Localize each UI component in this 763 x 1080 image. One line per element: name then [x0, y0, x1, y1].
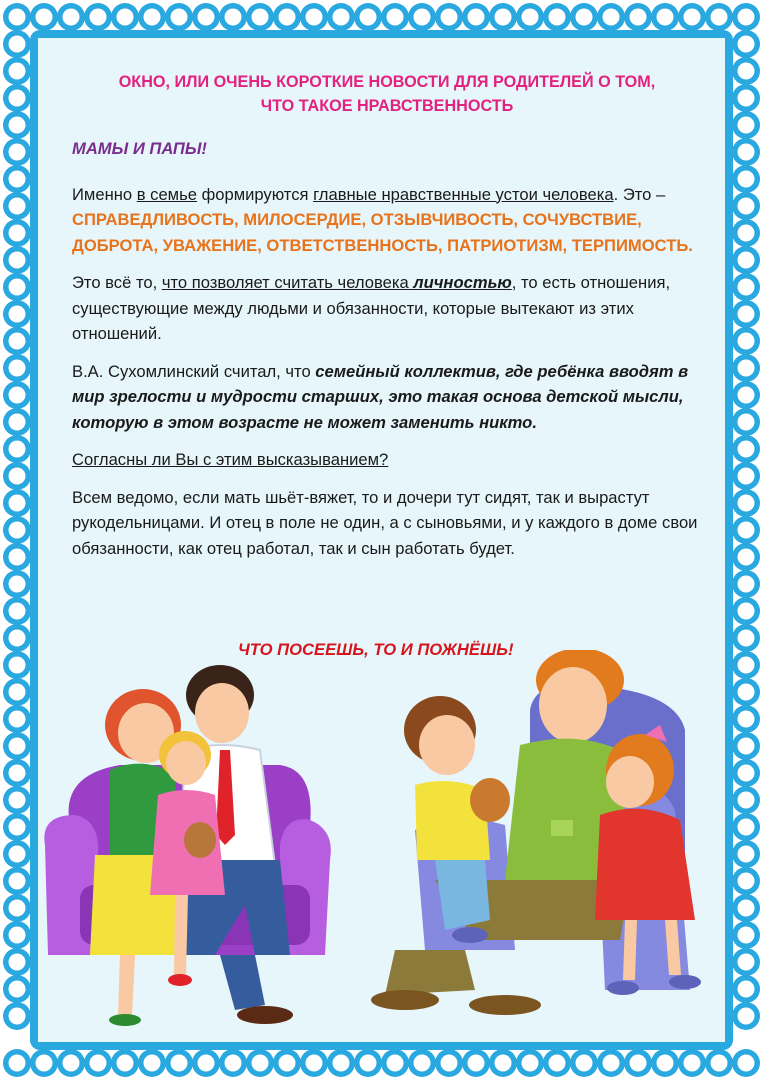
gift-box-icon [551, 820, 573, 836]
greeting: МАМЫ И ПАПЫ! [72, 139, 207, 158]
teddy-bear-icon [184, 822, 216, 858]
paragraph-values [72, 182, 702, 259]
mother-leg [118, 955, 135, 1015]
text: , то есть отношения, существующие между людьми и обязанности, которые вытекают из этих отношений. [72, 273, 671, 343]
text: формируются [196, 184, 314, 204]
daughter-dress [595, 809, 695, 920]
underlined-text: главные нравственные устои человека [313, 184, 614, 204]
underlined-text: что позволяет считать человека [161, 273, 414, 292]
father-leg [220, 955, 265, 1010]
girl-face [166, 741, 206, 785]
daughter-shoe-left [607, 981, 639, 995]
values-list: СПРАВЕДЛИВОСТЬ, МИЛОСЕРДИЕ, ОТЗЫВЧИВОСТЬ, СОЧУВСТВИЕ, ДОБРОТА, УВАЖЕНИЕ, ОТВЕТСТВЕННОСТЬ, ПАТРИОТИЗМ, ТЕРПИМОСТЬ. [72, 210, 693, 255]
emphasis-text: личностью [413, 273, 512, 292]
daughter-face [606, 756, 654, 808]
text: В.А. Сухомлинский считал, что [72, 361, 316, 381]
dad-shoe-left [371, 990, 439, 1010]
page-title [72, 70, 702, 118]
text: . Это – [613, 184, 666, 204]
dad-shoe-right [469, 995, 541, 1015]
paragraph-proverb: Всем ведомо, если мать шьёт-вяжет, то и дочери тут сидят, так и вырастут рукодельницами. И отец в поле не один, а с сыновьями, и у каждого в доме свои обязанности, как отец работал, так и сын работать будет. [72, 487, 698, 558]
family-on-sofa-illustration [40, 655, 340, 1035]
paragraph-personality [72, 270, 702, 347]
father-with-children-illustration [355, 650, 715, 1035]
boy-face [419, 715, 475, 775]
title-line-2: ЧТО ТАКОЕ НРАВСТВЕННОСТЬ [260, 97, 514, 115]
text: Это всё то, [72, 273, 162, 292]
paragraph-quote [72, 359, 702, 436]
question: Согласны ли Вы с этим высказыванием? [72, 450, 389, 469]
text: Именно [72, 184, 137, 204]
motto: ЧТО ПОСЕЕШЬ, ТО И ПОЖНЁШЬ! [238, 640, 514, 659]
article [72, 70, 702, 573]
underlined-text: в семье [136, 184, 197, 204]
dad-leg [385, 950, 475, 995]
toy-monkey-icon [470, 778, 510, 822]
daughter-leg-left [623, 920, 637, 980]
quote-text: семейный коллектив, где ребёнка вводят в мир зрелости и мудрости старших, это такая основа детской мысли, которую в этом возрасте не может заменить никто. [72, 361, 689, 432]
father-face [195, 683, 249, 743]
dad-face [539, 667, 607, 743]
boy-shoe [452, 927, 488, 943]
daughter-shoe-right [669, 975, 701, 989]
girl-shoe [168, 974, 192, 986]
mother-shoe [109, 1014, 141, 1026]
girl-leg [174, 895, 188, 975]
title-line-1: ОКНО, ИЛИ ОЧЕНЬ КОРОТКИЕ НОВОСТИ ДЛЯ РОДИТЕЛЕЙ О ТОМ, [118, 73, 656, 91]
father-shoe [237, 1006, 293, 1024]
